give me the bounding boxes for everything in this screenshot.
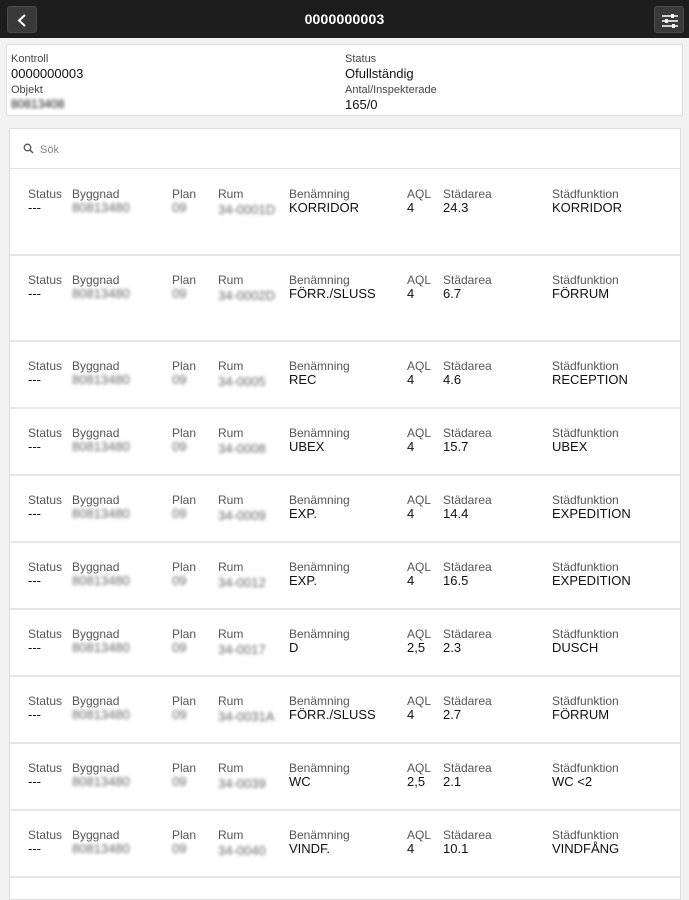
aql-header: AQL	[407, 359, 432, 373]
stadarea-header: Städarea	[443, 828, 492, 842]
stadarea-cell	[443, 493, 492, 521]
benamning-header: Benämning	[289, 187, 350, 201]
table-row[interactable]	[10, 811, 680, 878]
byggnad-header: Byggnad	[72, 560, 120, 574]
stadarea-cell	[443, 828, 492, 856]
aql-cell	[407, 828, 431, 856]
stadfunktion-header: Städfunktion	[552, 187, 619, 201]
benamning-value: WC	[289, 774, 311, 789]
byggnad-cell	[72, 761, 130, 789]
rum-value: 34-0002D	[218, 288, 276, 303]
stadfunktion-cell	[552, 560, 631, 588]
benamning-value: REC	[289, 372, 317, 387]
byggnad-value: 80813480	[72, 200, 130, 215]
rum-cell	[218, 426, 276, 457]
stadfunktion-header: Städfunktion	[552, 426, 619, 440]
plan-value: 09	[172, 774, 187, 789]
stadfunktion-cell	[552, 761, 619, 789]
rum-value: 34-0008	[218, 441, 266, 456]
status-value: ---	[28, 841, 41, 856]
plan-header: Plan	[172, 627, 197, 641]
aql-cell	[407, 493, 431, 521]
kontroll-label: Kontroll	[11, 53, 49, 65]
aql-header: AQL	[407, 187, 432, 201]
benamning-cell	[289, 359, 350, 387]
rum-value: 34-0031A	[218, 709, 275, 724]
aql-cell	[407, 761, 431, 789]
status-header: Status	[28, 273, 63, 287]
benamning-cell	[289, 493, 350, 521]
stadfunktion-cell	[552, 426, 619, 454]
plan-header: Plan	[172, 426, 197, 440]
status-header: Status	[28, 493, 63, 507]
plan-header: Plan	[172, 493, 197, 507]
stadarea-cell	[443, 627, 492, 655]
status-cell	[28, 828, 62, 856]
status-header: Status	[28, 359, 63, 373]
stadarea-value: 2.3	[443, 640, 462, 655]
rum-cell	[218, 493, 276, 524]
aql-cell	[407, 560, 431, 588]
stadfunktion-cell	[552, 359, 628, 387]
aql-header: AQL	[407, 694, 432, 708]
plan-cell	[172, 694, 196, 722]
stadfunktion-header: Städfunktion	[552, 560, 619, 574]
stadarea-value: 16.5	[443, 573, 469, 588]
byggnad-value: 80813480	[72, 439, 130, 454]
benamning-header: Benämning	[289, 828, 350, 842]
aql-cell	[407, 359, 431, 387]
benamning-value: FÖRR./SLUSS	[289, 707, 376, 722]
rum-value: 34-0005	[218, 374, 266, 389]
stadarea-value: 4.6	[443, 372, 462, 387]
status-cell	[28, 359, 62, 387]
stadarea-header: Städarea	[443, 359, 492, 373]
rum-cell	[218, 627, 276, 658]
search-input[interactable]	[38, 138, 642, 162]
stadarea-header: Städarea	[443, 493, 492, 507]
aql-cell	[407, 627, 431, 655]
table-row[interactable]	[10, 170, 680, 256]
benamning-header: Benämning	[289, 426, 350, 440]
benamning-value: KORRIDOR	[289, 200, 360, 215]
table-row[interactable]	[10, 256, 680, 342]
stadarea-value: 2.1	[443, 774, 462, 789]
benamning-header: Benämning	[289, 273, 350, 287]
stadfunktion-value: WC <2	[552, 774, 593, 789]
rum-value: 34-0001D	[218, 202, 276, 217]
stadfunktion-value: EXPEDITION	[552, 506, 631, 521]
stadarea-cell	[443, 761, 492, 789]
search-icon	[23, 143, 34, 154]
stadarea-cell	[443, 359, 492, 387]
stadfunktion-header: Städfunktion	[552, 493, 619, 507]
aql-header: AQL	[407, 560, 432, 574]
stadfunktion-value: FÖRRUM	[552, 286, 610, 301]
stadarea-header: Städarea	[443, 273, 492, 287]
byggnad-value: 80813480	[72, 506, 130, 521]
antal-value: 165/0	[345, 97, 378, 112]
stadfunktion-header: Städfunktion	[552, 359, 619, 373]
byggnad-header: Byggnad	[72, 359, 120, 373]
byggnad-cell	[72, 187, 130, 215]
plan-cell	[172, 493, 196, 521]
plan-header: Plan	[172, 560, 197, 574]
benamning-value: VINDF.	[289, 841, 331, 856]
stadfunktion-header: Städfunktion	[552, 694, 619, 708]
plan-header: Plan	[172, 273, 197, 287]
rum-cell	[218, 694, 276, 725]
stadarea-value: 24.3	[443, 200, 469, 215]
aql-value: 4	[407, 506, 415, 521]
stadfunktion-header: Städfunktion	[552, 761, 619, 775]
page-title: 0000000003	[304, 11, 385, 27]
status-value: ---	[28, 573, 41, 588]
stadfunktion-header: Städfunktion	[552, 627, 619, 641]
top-bar	[0, 0, 689, 38]
aql-value: 4	[407, 286, 415, 301]
status-cell	[28, 627, 62, 655]
benamning-value: EXP.	[289, 573, 317, 588]
status-value: ---	[28, 286, 41, 301]
byggnad-cell	[72, 694, 130, 722]
stadfunktion-value: RECEPTION	[552, 372, 628, 387]
aql-cell	[407, 694, 431, 722]
rum-cell	[218, 761, 276, 792]
byggnad-header: Byggnad	[72, 627, 120, 641]
stadfunktion-header: Städfunktion	[552, 828, 619, 842]
byggnad-value: 80813480	[72, 841, 130, 856]
plan-value: 09	[172, 640, 187, 655]
rum-header: Rum	[218, 273, 244, 287]
rum-header: Rum	[218, 761, 244, 775]
rum-cell	[218, 359, 276, 390]
byggnad-header: Byggnad	[72, 426, 120, 440]
objekt-label: Objekt	[11, 84, 43, 96]
aql-value: 2,5	[407, 774, 426, 789]
search-bar	[10, 129, 680, 169]
status-header: Status	[28, 761, 63, 775]
status-header: Status	[28, 560, 63, 574]
plan-header: Plan	[172, 359, 197, 373]
stadarea-header: Städarea	[443, 694, 492, 708]
benamning-header: Benämning	[289, 560, 350, 574]
rum-header: Rum	[218, 694, 244, 708]
stadfunktion-value: KORRIDOR	[552, 200, 623, 215]
benamning-cell	[289, 627, 350, 655]
rum-header: Rum	[218, 187, 244, 201]
byggnad-value: 80813480	[72, 286, 130, 301]
status-value: ---	[28, 372, 41, 387]
stadfunktion-cell	[552, 627, 619, 655]
aql-value: 4	[407, 439, 415, 454]
status-cell	[28, 694, 62, 722]
byggnad-value: 80813480	[72, 372, 130, 387]
room-list	[9, 128, 681, 900]
plan-cell	[172, 560, 196, 588]
stadarea-cell	[443, 694, 492, 722]
kontroll-value: 0000000003	[11, 66, 84, 81]
byggnad-cell	[72, 828, 130, 856]
benamning-cell	[289, 273, 376, 301]
stadfunktion-value: FÖRRUM	[552, 707, 610, 722]
benamning-value: EXP.	[289, 506, 317, 521]
status-cell	[28, 187, 62, 215]
rum-header: Rum	[218, 560, 244, 574]
aql-header: AQL	[407, 828, 432, 842]
aql-header: AQL	[407, 761, 432, 775]
benamning-cell	[289, 187, 359, 215]
antal-label: Antal/Inspekterade	[345, 84, 437, 96]
benamning-value: FÖRR./SLUSS	[289, 286, 376, 301]
byggnad-cell	[72, 359, 130, 387]
byggnad-value: 80813480	[72, 774, 130, 789]
status-header: Status	[28, 627, 63, 641]
rum-header: Rum	[218, 493, 244, 507]
aql-header: AQL	[407, 426, 432, 440]
status-value: Ofullständig	[345, 66, 414, 81]
byggnad-header: Byggnad	[72, 493, 120, 507]
byggnad-cell	[72, 273, 130, 301]
plan-value: 09	[172, 573, 187, 588]
table-row[interactable]	[10, 744, 680, 811]
aql-value: 4	[407, 841, 415, 856]
aql-value: 4	[407, 573, 415, 588]
stadfunktion-value: DUSCH	[552, 640, 599, 655]
status-cell	[28, 560, 62, 588]
stadfunktion-cell	[552, 493, 631, 521]
byggnad-value: 80813480	[72, 640, 130, 655]
status-value: ---	[28, 774, 41, 789]
benamning-cell	[289, 560, 350, 588]
rum-cell	[218, 273, 276, 304]
plan-cell	[172, 426, 196, 454]
plan-cell	[172, 359, 196, 387]
stadfunktion-value: UBEX	[552, 439, 588, 454]
rum-cell	[218, 560, 276, 591]
table-row[interactable]	[10, 677, 680, 744]
stadfunktion-cell	[552, 694, 619, 722]
status-header: Status	[28, 828, 63, 842]
stadarea-value: 2.7	[443, 707, 462, 722]
benamning-header: Benämning	[289, 761, 350, 775]
byggnad-header: Byggnad	[72, 694, 120, 708]
byggnad-cell	[72, 560, 130, 588]
stadfunktion-cell	[552, 187, 622, 215]
benamning-header: Benämning	[289, 493, 350, 507]
byggnad-header: Byggnad	[72, 187, 120, 201]
benamning-value: D	[289, 640, 299, 655]
rum-cell	[218, 187, 276, 218]
byggnad-value: 80813480	[72, 573, 130, 588]
plan-cell	[172, 187, 196, 215]
status-cell	[28, 273, 62, 301]
stadfunktion-cell	[552, 828, 619, 856]
byggnad-cell	[72, 493, 130, 521]
rum-value: 34-0012	[218, 575, 266, 590]
plan-header: Plan	[172, 761, 197, 775]
rum-header: Rum	[218, 359, 244, 373]
stadarea-header: Städarea	[443, 560, 492, 574]
plan-header: Plan	[172, 828, 197, 842]
plan-header: Plan	[172, 694, 197, 708]
stadfunktion-cell	[552, 273, 619, 301]
byggnad-value: 80813480	[72, 707, 130, 722]
stadarea-value: 6.7	[443, 286, 462, 301]
benamning-cell	[289, 828, 350, 856]
rum-value: 34-0009	[218, 508, 266, 523]
status-header: Status	[28, 187, 63, 201]
status-cell	[28, 493, 62, 521]
aql-header: AQL	[407, 273, 432, 287]
byggnad-header: Byggnad	[72, 828, 120, 842]
stadarea-cell	[443, 560, 492, 588]
stadarea-header: Städarea	[443, 627, 492, 641]
stadarea-value: 14.4	[443, 506, 469, 521]
benamning-value: UBEX	[289, 439, 325, 454]
aql-header: AQL	[407, 493, 432, 507]
stadfunktion-value: VINDFÅNG	[552, 841, 620, 856]
status-header: Status	[28, 694, 63, 708]
status-label: Status	[345, 53, 377, 65]
room-rows	[10, 170, 680, 878]
rum-cell	[218, 828, 276, 859]
status-header: Status	[28, 426, 63, 440]
status-value: ---	[28, 506, 41, 521]
plan-value: 09	[172, 841, 187, 856]
stadarea-header: Städarea	[443, 187, 492, 201]
stadarea-cell	[443, 273, 492, 301]
aql-value: 2,5	[407, 640, 426, 655]
rum-value: 34-0039	[218, 776, 266, 791]
benamning-cell	[289, 694, 376, 722]
plan-cell	[172, 627, 196, 655]
benamning-cell	[289, 426, 350, 454]
table-row[interactable]	[10, 543, 680, 610]
byggnad-cell	[72, 426, 130, 454]
sliders-icon	[655, 7, 685, 34]
aql-cell	[407, 426, 431, 454]
plan-cell	[172, 273, 196, 301]
status-value: ---	[28, 200, 41, 215]
plan-header: Plan	[172, 187, 197, 201]
stadfunktion-header: Städfunktion	[552, 273, 619, 287]
inspection-info-panel	[6, 44, 683, 116]
aql-header: AQL	[407, 627, 432, 641]
aql-value: 4	[407, 707, 415, 722]
aql-cell	[407, 187, 431, 215]
stadarea-cell	[443, 426, 492, 454]
aql-value: 4	[407, 372, 415, 387]
aql-cell	[407, 273, 431, 301]
rum-header: Rum	[218, 627, 244, 641]
byggnad-header: Byggnad	[72, 761, 120, 775]
stadarea-cell	[443, 187, 492, 215]
benamning-header: Benämning	[289, 627, 350, 641]
plan-cell	[172, 828, 196, 856]
plan-value: 09	[172, 372, 187, 387]
stadfunktion-value: EXPEDITION	[552, 573, 631, 588]
status-value: ---	[28, 439, 41, 454]
stadarea-header: Städarea	[443, 426, 492, 440]
table-row[interactable]	[10, 342, 680, 409]
rum-header: Rum	[218, 426, 244, 440]
rum-header: Rum	[218, 828, 244, 842]
stadarea-header: Städarea	[443, 761, 492, 775]
plan-value: 09	[172, 286, 187, 301]
stadarea-value: 10.1	[443, 841, 469, 856]
byggnad-header: Byggnad	[72, 273, 120, 287]
plan-value: 09	[172, 200, 187, 215]
status-value: ---	[28, 707, 41, 722]
table-row[interactable]	[10, 476, 680, 543]
rum-value: 34-0040	[218, 843, 266, 858]
plan-value: 09	[172, 506, 187, 521]
benamning-header: Benämning	[289, 694, 350, 708]
filter-button[interactable]	[654, 6, 684, 33]
plan-value: 09	[172, 439, 187, 454]
table-row[interactable]	[10, 610, 680, 677]
plan-cell	[172, 761, 196, 789]
objekt-value: 80813408	[11, 97, 65, 111]
stadarea-value: 15.7	[443, 439, 469, 454]
benamning-cell	[289, 761, 350, 789]
byggnad-cell	[72, 627, 130, 655]
status-value: ---	[28, 640, 41, 655]
rum-value: 34-0017	[218, 642, 266, 657]
benamning-header: Benämning	[289, 359, 350, 373]
table-row[interactable]	[10, 409, 680, 476]
status-cell	[28, 761, 62, 789]
status-cell	[28, 426, 62, 454]
aql-value: 4	[407, 200, 415, 215]
plan-value: 09	[172, 707, 187, 722]
